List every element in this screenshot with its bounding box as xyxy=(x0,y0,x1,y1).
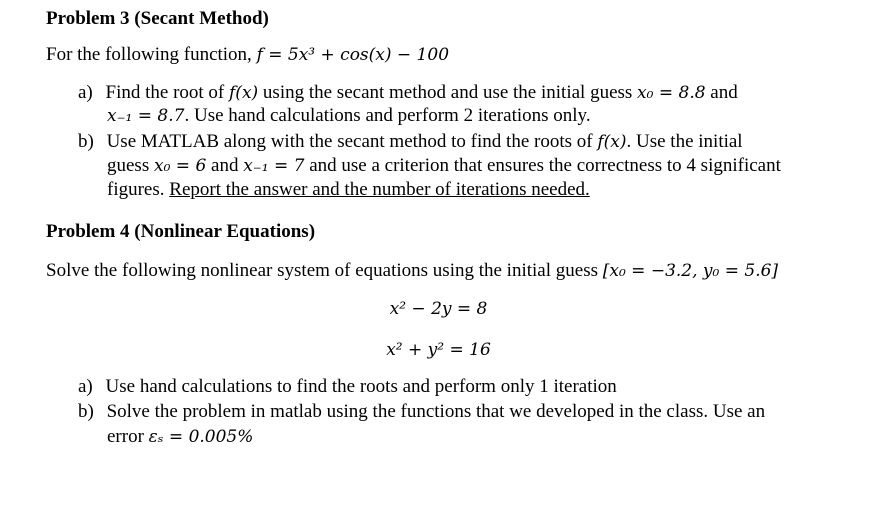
problem3-b-fx: f(x) xyxy=(597,132,627,152)
problem3-a-text4: . Use hand calculations and perform 2 iterations only. xyxy=(184,105,591,126)
problem3-a-fx: f(x) xyxy=(229,83,259,103)
problem4-b-line2 xyxy=(107,426,253,448)
problem3-b-x0: x₀ = 6 xyxy=(153,156,207,176)
problem4-a-text: Use hand calculations to find the roots and perform only 1 iteration xyxy=(105,376,617,397)
problem4-title: Problem 4 (Nonlinear Equations) xyxy=(46,221,316,242)
problem3-b-text1: Use MATLAB along with the secant method to find the roots of xyxy=(106,131,593,152)
problem3-b-line3 xyxy=(107,179,590,201)
problem4-b-text1: Solve the problem in matlab using the functions that we developed in the class. Use an xyxy=(106,401,766,422)
problem3-b-line1 xyxy=(78,131,743,153)
problem3-b-xm1: x₋₁ = 7 xyxy=(243,156,305,176)
problem3-a-marker: a) xyxy=(78,82,93,103)
problem3-b-text3: guess xyxy=(107,155,150,176)
problem3-b-text5: and use a criterion that ensures the correctness to 4 significant xyxy=(309,155,781,176)
problem4-eq2: x² + y² = 16 xyxy=(386,340,491,360)
problem4-b-marker: b) xyxy=(78,401,94,422)
problem3-a-x0: x₀ = 8.8 xyxy=(637,83,706,103)
problem3-b-text2: . Use the initial xyxy=(626,131,743,152)
problem3-b-text4: and xyxy=(211,155,239,176)
problem3-b-text6: figures. xyxy=(107,179,165,200)
problem3-b-underlined: Report the answer and the number of iterations needed. xyxy=(169,179,590,200)
problem4-a-marker: a) xyxy=(78,376,93,397)
problem3-intro-text: For the following function, xyxy=(46,44,252,65)
problem4-b-error: εₛ = 0.005% xyxy=(148,427,254,447)
problem4-eq1: x² − 2y = 8 xyxy=(389,299,488,319)
problem3-function: f = 5x³ + cos(x) − 100 xyxy=(256,45,450,65)
problem4-a-line xyxy=(78,376,617,398)
problem3-a-text3: and xyxy=(710,82,738,103)
problem3-a-text1: Find the root of xyxy=(105,82,225,103)
problem3-a-line1 xyxy=(78,82,738,104)
problem3-b-marker: b) xyxy=(78,131,94,152)
problem3-a-text2: using the secant method and use the initial guess xyxy=(262,82,633,103)
problem4-intro-text: Solve the following nonlinear system of equations using the initial guess xyxy=(46,260,598,281)
problem3-a-xm1: x₋₁ = 8.7 xyxy=(107,106,185,126)
problem3-intro xyxy=(46,44,449,66)
problem3-title: Problem 3 (Secant Method) xyxy=(46,8,269,29)
problem3-b-line2 xyxy=(107,155,781,177)
problem4-b-text2: error xyxy=(107,426,144,447)
problem4-b-line1 xyxy=(78,401,765,423)
problem4-guess: [x₀ = −3.2, y₀ = 5.6] xyxy=(602,261,779,281)
problem4-intro xyxy=(46,260,778,282)
problem3-a-line2 xyxy=(107,105,591,127)
